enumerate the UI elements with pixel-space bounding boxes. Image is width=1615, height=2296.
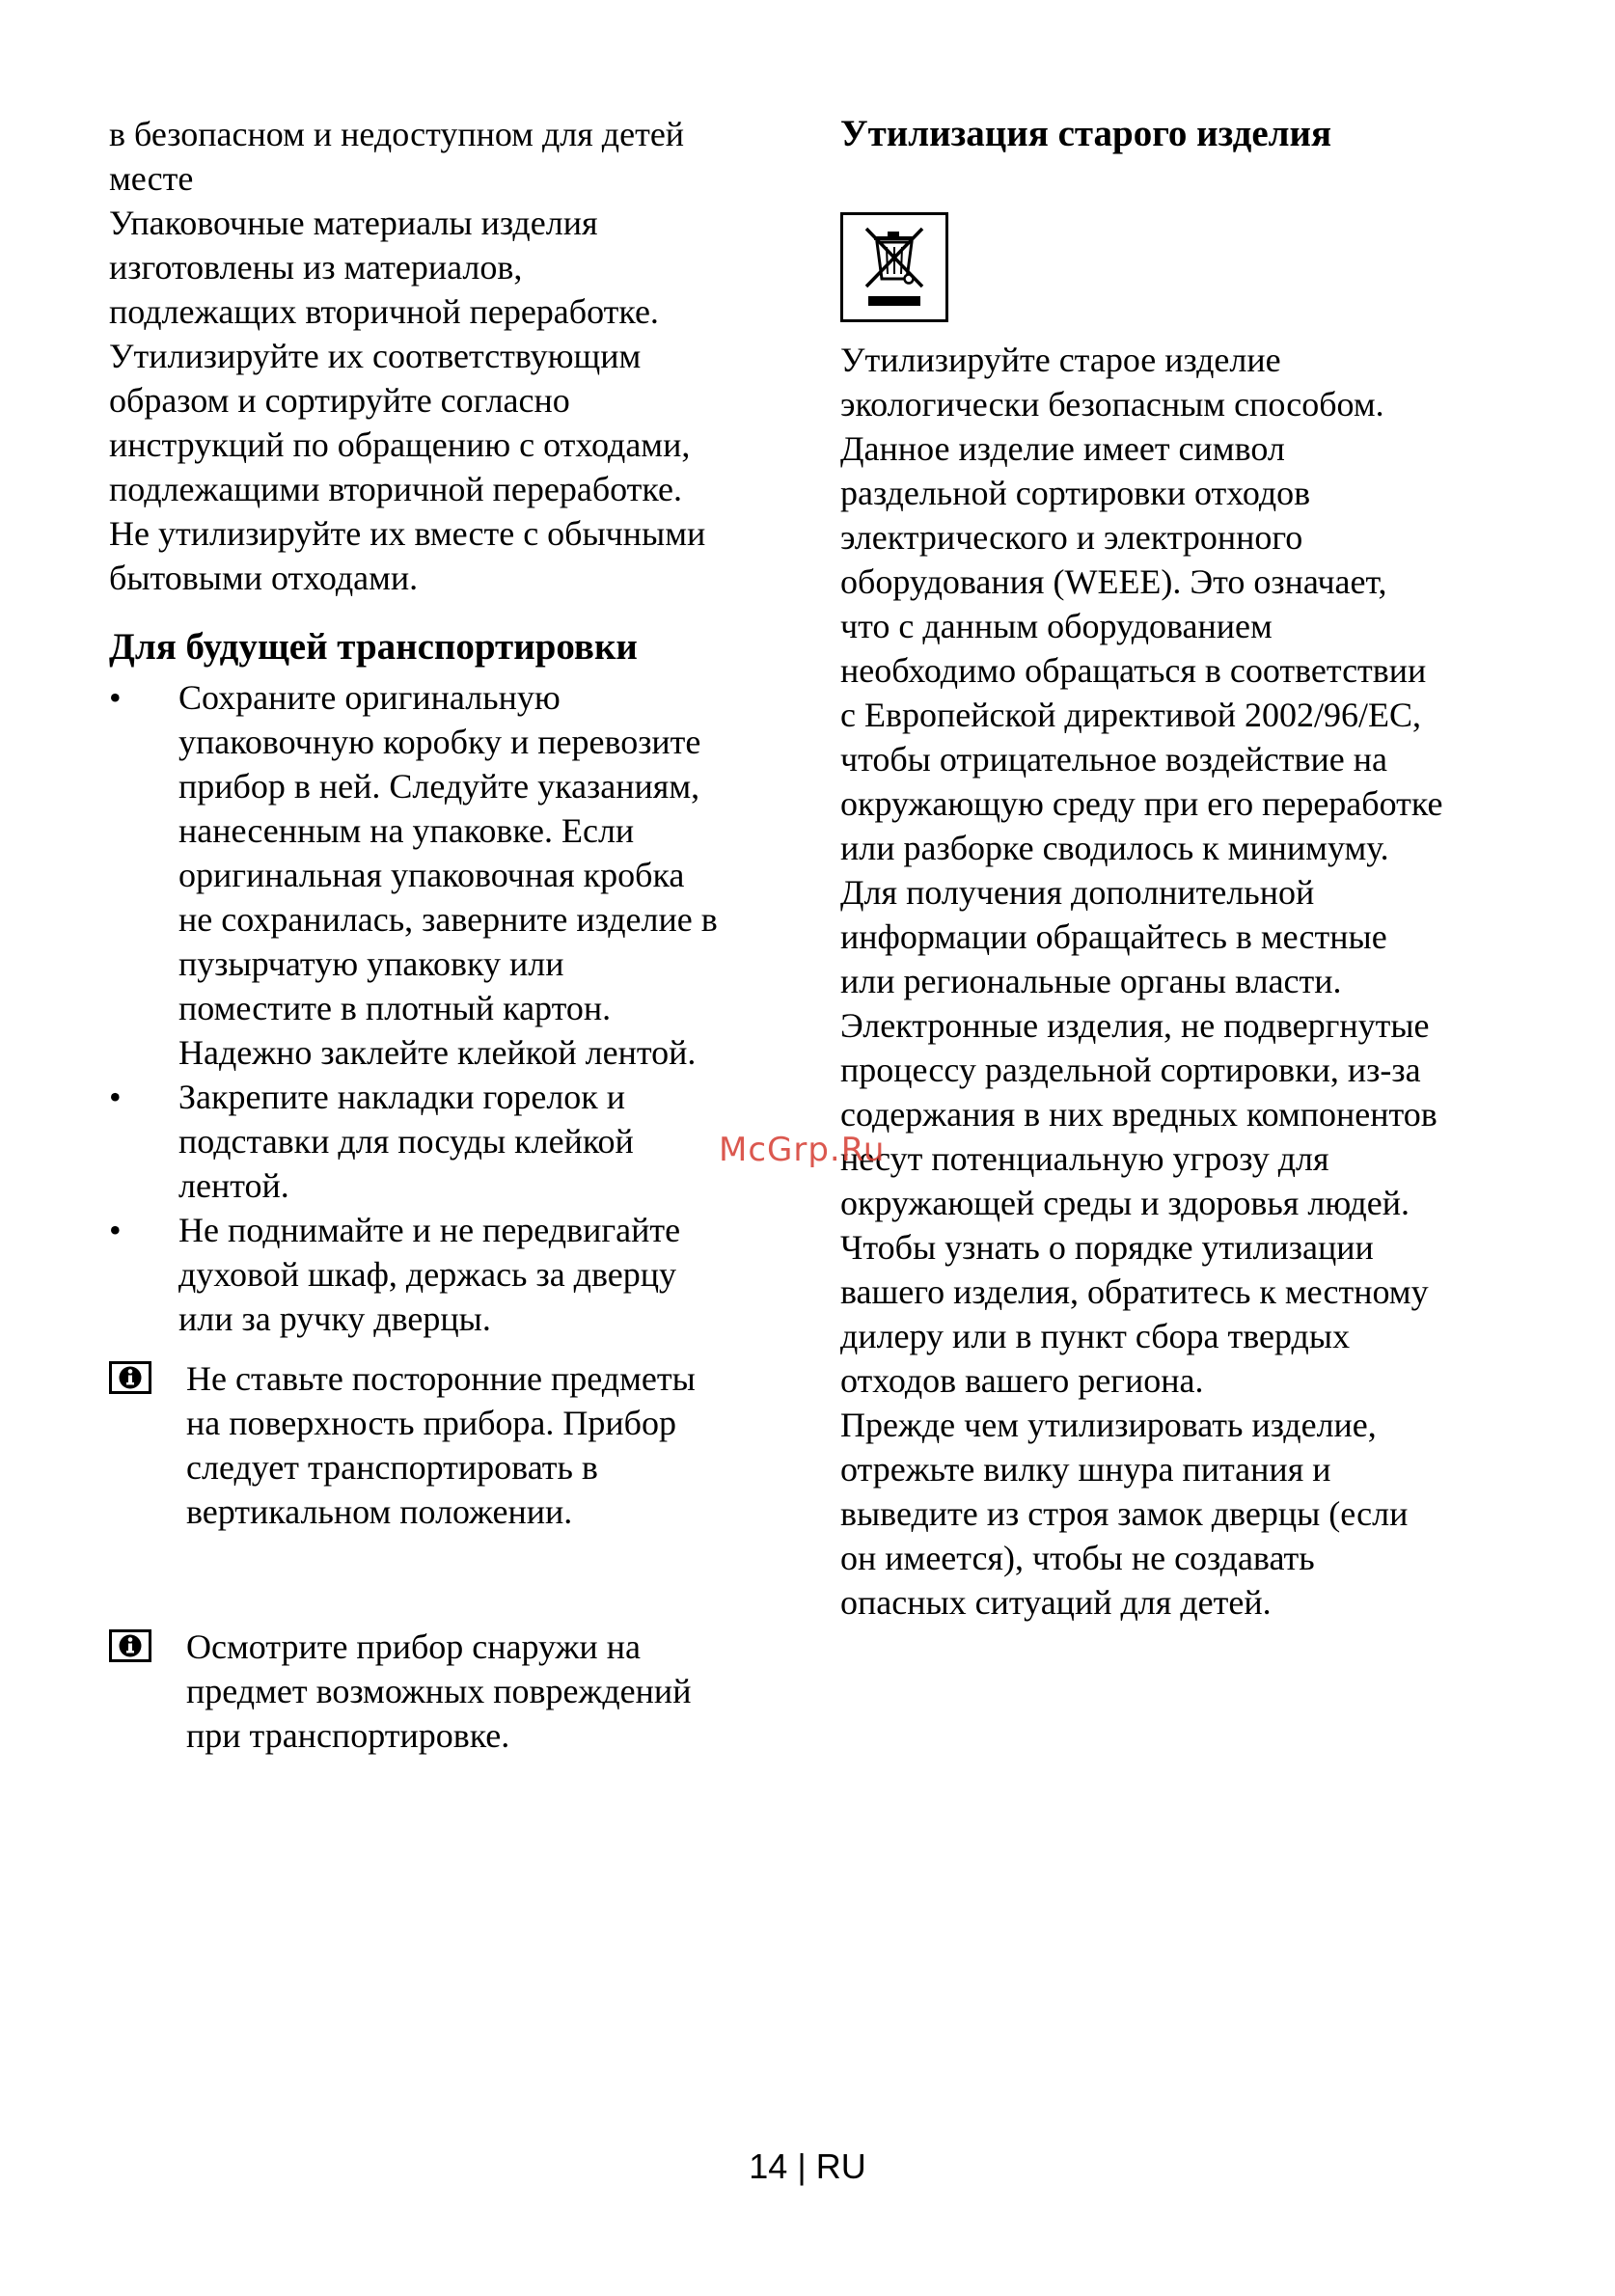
text-line: Упаковочные материалы изделия: [109, 204, 598, 242]
text-line: Сохраните оригинальную: [178, 678, 561, 717]
text-line: на поверхность прибора. Прибор: [186, 1404, 676, 1442]
text-line: бытовыми отходами.: [109, 559, 419, 597]
intro-paragraph: [109, 112, 705, 600]
text-line: в безопасном и недоступном для детей: [109, 115, 685, 153]
text-line: Утилизируйте их соответствующим: [109, 337, 642, 375]
text-line: изготовлены из материалов,: [109, 248, 523, 287]
text-line: или за ручку дверцы.: [178, 1299, 491, 1338]
text-line: окружающей среды и здоровья людей.: [840, 1184, 1410, 1222]
disposal-heading: Утилизация старого изделия: [840, 113, 1332, 154]
text-line: опасных ситуаций для детей.: [840, 1583, 1272, 1622]
weee-crossed-bin-icon: [843, 215, 945, 319]
text-line: Электронные изделия, не подвергнутые: [840, 1006, 1430, 1045]
footer-separator: |: [797, 2146, 807, 2186]
text-line: содержания в них вредных компонентов: [840, 1095, 1437, 1134]
text-line: при транспортировке.: [186, 1716, 510, 1755]
text-line: нанесенным на упаковке. Если: [178, 811, 635, 850]
page-number: 14: [749, 2146, 788, 2186]
text-line: упаковочную коробку и перевозите: [178, 723, 701, 761]
info-icon: [109, 1361, 151, 1394]
text-line: несут потенциальную угрозу для: [840, 1139, 1329, 1178]
note-text: [186, 1625, 691, 1758]
text-line: с Европейской директивой 2002/96/EC,: [840, 696, 1421, 734]
text-line: не сохранилась, заверните изделие в: [178, 900, 718, 939]
text-line: пузырчатую упаковку или: [178, 944, 564, 983]
text-line: Прежде чем утилизировать изделие,: [840, 1406, 1377, 1444]
bullet-marker: •: [109, 1211, 122, 1249]
page-footer: [0, 2146, 1615, 2188]
text-line: экологически безопасным способом.: [840, 385, 1384, 424]
text-line: месте: [109, 159, 194, 198]
bullet-text: [178, 675, 718, 1075]
bullet-marker: •: [109, 1078, 122, 1116]
text-line: электрического и электронного: [840, 518, 1303, 557]
bullet-text: [178, 1075, 634, 1208]
text-line: лентой.: [178, 1166, 289, 1205]
text-line: подлежащих вторичной переработке.: [109, 292, 659, 331]
text-line: образом и сортируйте согласно: [109, 381, 570, 420]
text-line: чтобы отрицательное воздействие на: [840, 740, 1387, 779]
text-line: или разборке сводилось к минимуму.: [840, 829, 1389, 867]
note-text: [186, 1356, 696, 1534]
text-line: Для получения дополнительной: [840, 873, 1315, 912]
text-line: следует транспортировать в: [186, 1448, 598, 1487]
text-line: духовой шкаф, держась за дверцу: [178, 1255, 677, 1294]
text-line: процессу раздельной сортировки, из-за: [840, 1051, 1421, 1089]
bullet-marker: •: [109, 678, 122, 717]
text-line: раздельной сортировки отходов: [840, 474, 1311, 512]
text-line: выведите из строя замок дверцы (если: [840, 1494, 1409, 1533]
text-line: подлежащими вторичной переработке.: [109, 470, 682, 508]
watermark: McGrp.Ru: [719, 1131, 886, 1169]
text-line: Надежно заклейте клейкой лентой.: [178, 1033, 697, 1072]
text-line: окружающую среду при его переработке: [840, 784, 1443, 823]
bullet-text: [178, 1208, 680, 1341]
text-line: Данное изделие имеет символ: [840, 429, 1285, 468]
text-line: вашего изделия, обратитесь к местному: [840, 1272, 1429, 1311]
text-line: дилеру или в пункт сбора твердых: [840, 1317, 1351, 1355]
text-line: Осмотрите прибор снаружи на: [186, 1627, 641, 1666]
text-line: оригинальная упаковочная кробка: [178, 856, 685, 894]
text-line: информации обращайтесь в местные: [840, 917, 1387, 956]
text-line: инструкций по обращению с отходами,: [109, 425, 691, 464]
page-language: RU: [815, 2146, 866, 2186]
text-line: Не поднимайте и не передвигайте: [178, 1211, 681, 1249]
text-line: оборудования (WEEE). Это означает,: [840, 562, 1387, 601]
text-line: Чтобы узнать о порядке утилизации: [840, 1228, 1374, 1267]
text-line: Закрепите накладки горелок и: [178, 1078, 626, 1116]
text-line: что с данным оборудованием: [840, 607, 1273, 645]
weee-symbol-box: [840, 212, 948, 322]
text-line: необходимо обращаться в соответствии: [840, 651, 1427, 690]
info-icon: [109, 1629, 151, 1662]
text-line: прибор в ней. Следуйте указаниям,: [178, 767, 700, 806]
transport-heading: Для будущей транспортировки: [109, 626, 638, 668]
text-line: отходов вашего региона.: [840, 1361, 1204, 1400]
text-line: Не ставьте посторонние предметы: [186, 1359, 696, 1398]
text-line: или региональные органы власти.: [840, 962, 1342, 1000]
text-line: он имеется), чтобы не создавать: [840, 1539, 1315, 1577]
text-line: вертикальном положении.: [186, 1492, 573, 1531]
text-line: подставки для посуды клейкой: [178, 1122, 634, 1161]
text-line: отрежьте вилку шнура питания и: [840, 1450, 1331, 1489]
text-line: Утилизируйте старое изделие: [840, 341, 1281, 379]
text-line: поместите в плотный картон.: [178, 989, 612, 1027]
disposal-paragraph: [840, 338, 1442, 1625]
text-line: Не утилизируйте их вместе с обычными: [109, 514, 706, 553]
text-line: предмет возможных повреждений: [186, 1672, 692, 1710]
